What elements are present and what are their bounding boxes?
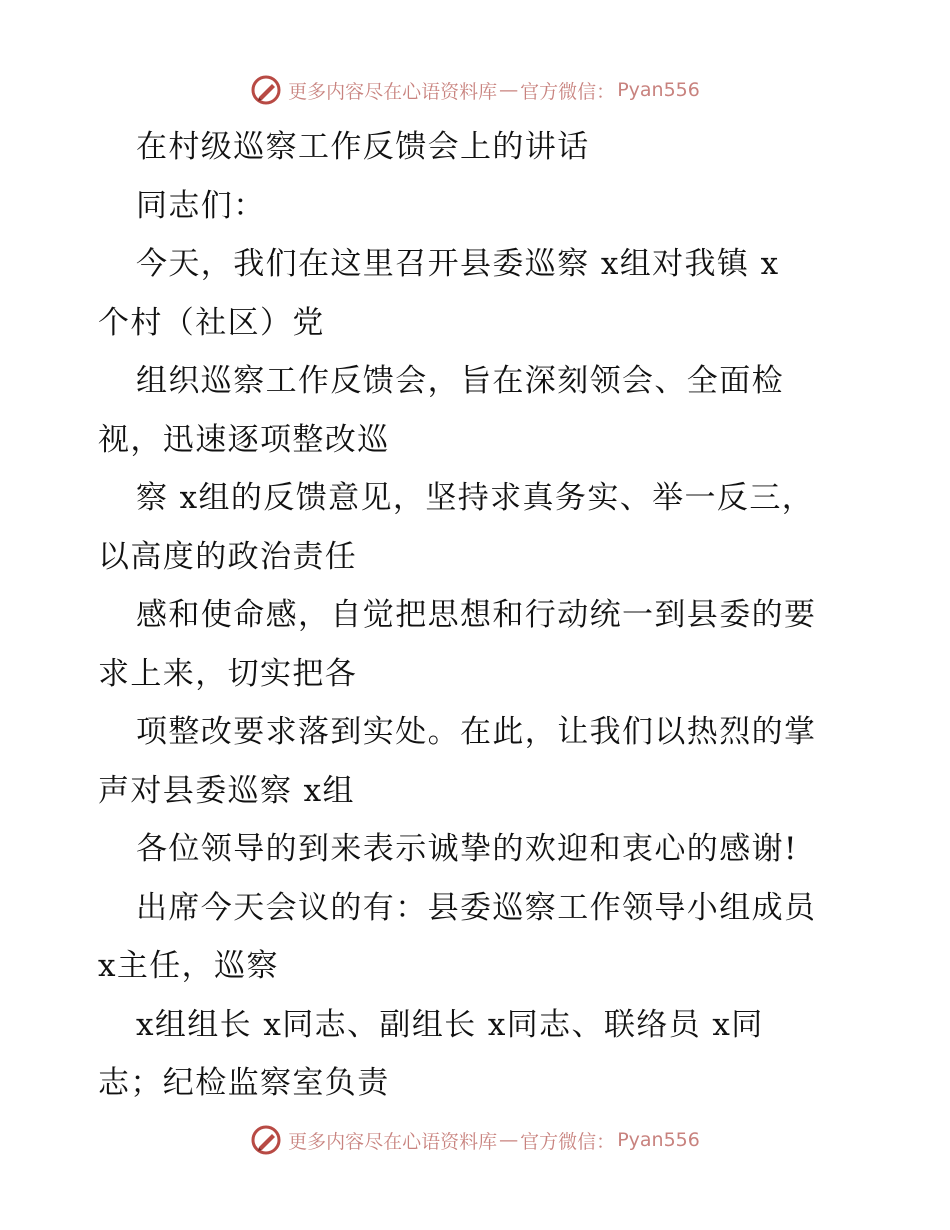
document-line: 志；纪检监察室负责 bbox=[98, 1065, 390, 1101]
header-watermark bbox=[0, 70, 950, 110]
document-line: 声对县委巡察 x组 bbox=[98, 772, 355, 809]
document-line: 个村（社区）党 bbox=[98, 304, 325, 341]
watermark-label: 官方微信： bbox=[520, 80, 616, 103]
document-line: x主任，巡察 bbox=[98, 948, 279, 984]
document-line: 求上来，切实把各 bbox=[98, 655, 358, 692]
watermark-label: 官方微信： bbox=[520, 1130, 616, 1153]
document-line: 今天，我们在这里召开县委巡察 x组对我镇 x bbox=[136, 246, 780, 282]
watermark-text: 更多内容尽在心语资料库 bbox=[288, 1130, 498, 1153]
watermark-dash: — bbox=[499, 79, 519, 101]
watermark-account: Pyan556 bbox=[617, 79, 700, 101]
document-line: 视，迅速逐项整改巡 bbox=[98, 421, 390, 458]
document-line: 组织巡察工作反馈会，旨在深刻领会、全面检 bbox=[136, 363, 784, 399]
document-line: x组组长 x同志、副组长 x同志、联络员 x同 bbox=[136, 1006, 764, 1043]
document-line: 感和使命感，自觉把思想和行动统一到县委的要 bbox=[136, 597, 817, 633]
document-line: 以高度的政治责任 bbox=[98, 538, 358, 575]
pen-logo-icon bbox=[250, 1124, 282, 1156]
document-line: 项整改要求落到实处。在此，让我们以热烈的掌 bbox=[136, 714, 817, 750]
watermark-text: 更多内容尽在心语资料库 bbox=[288, 80, 498, 103]
document-line: 在村级巡察工作反馈会上的讲话 bbox=[136, 129, 590, 165]
document-body bbox=[98, 118, 858, 1113]
document-line: 出席今天会议的有：县委巡察工作领导小组成员 bbox=[136, 889, 817, 926]
document-line: 各位领导的到来表示诚挚的欢迎和衷心的感谢! bbox=[136, 831, 798, 867]
document-line: 同志们： bbox=[136, 187, 266, 224]
watermark-account: Pyan556 bbox=[617, 1129, 700, 1151]
document-line: 察 x组的反馈意见，坚持求真务实、举一反三， bbox=[136, 480, 815, 516]
pen-logo-icon bbox=[250, 74, 282, 106]
footer-watermark bbox=[0, 1120, 950, 1160]
watermark-dash: — bbox=[499, 1129, 519, 1151]
